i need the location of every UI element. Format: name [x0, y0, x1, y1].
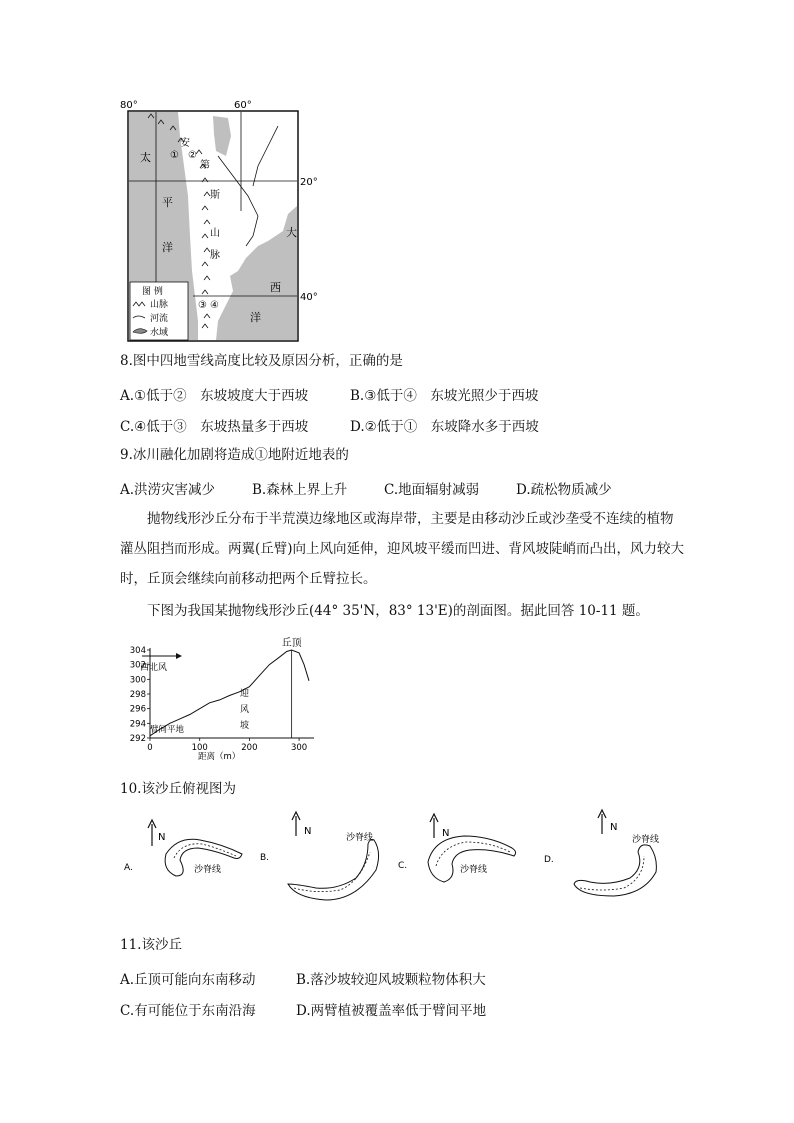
q11-option-a[interactable]: A.丘顶可能向东南移动 — [120, 972, 256, 988]
q10-option-a-diagram[interactable] — [118, 812, 248, 894]
marker-4: ④ — [210, 300, 219, 311]
south-america-map — [118, 96, 318, 346]
north-arrow-icon — [148, 820, 156, 846]
andes-char-1: 安 — [180, 138, 190, 149]
ridge-label: 沙脊线 — [460, 865, 488, 875]
q9-stem: 9.冰川融化加剧将造成①地附近地表的 — [120, 447, 349, 463]
north-label: N — [158, 832, 166, 843]
y-tick-label: 294 — [129, 719, 146, 730]
windward-char-2: 风 — [240, 705, 250, 715]
option-b-label: B. — [260, 853, 270, 863]
option-d-label: D. — [544, 855, 554, 865]
pacific-char-1: 太 — [140, 151, 151, 164]
x-tick-label: 100 — [191, 743, 208, 753]
pacific-char-3: 洋 — [162, 241, 173, 254]
map-legend — [130, 282, 188, 340]
legend-item-mountain: 山脉 — [150, 300, 169, 310]
ridge-label: 沙脊线 — [632, 835, 660, 845]
marker-1: ① — [170, 150, 179, 161]
lat-20-label: 20° — [300, 177, 318, 188]
q8-option-d[interactable]: D.②低于① 东坡降水多于西坡 — [350, 419, 539, 435]
q10-stem: 10.该沙丘俯视图为 — [120, 781, 236, 797]
atlantic-char-1: 大 — [286, 226, 297, 239]
marker-3: ③ — [198, 300, 207, 311]
andes-char-4: 山 — [210, 228, 220, 239]
y-tick-label: 292 — [129, 734, 146, 744]
marker-2: ② — [188, 150, 197, 161]
y-tick-label: 298 — [129, 690, 146, 700]
lon-60-label: 60° — [234, 100, 252, 111]
q9-option-d[interactable]: D.疏松物质减少 — [516, 482, 612, 498]
lat-40-label: 40° — [300, 292, 318, 303]
windward-char-1: 迎 — [240, 689, 250, 699]
andes-char-5: 脉 — [210, 250, 220, 261]
x-tick-label: 300 — [290, 743, 308, 753]
q10-option-b-diagram[interactable] — [256, 812, 386, 912]
q10-option-c-diagram[interactable] — [394, 812, 524, 894]
y-tick-label: 296 — [129, 704, 146, 715]
windward-char-3: 坡 — [240, 721, 250, 731]
lon-80-label: 80° — [120, 100, 138, 111]
q9-option-b[interactable]: B.森林上界上升 — [252, 482, 348, 498]
y-tick-label: 302 — [129, 660, 146, 671]
dune-shape — [288, 840, 379, 901]
q11-option-b[interactable]: B.落沙坡较迎风坡颗粒物体积大 — [296, 972, 486, 988]
q11-option-c[interactable]: C.有可能位于东南沿海 — [120, 1003, 256, 1019]
x-tick-label: 200 — [241, 743, 258, 753]
dune-shape — [574, 845, 656, 896]
north-label: N — [610, 822, 618, 833]
andes-char-2: 第 — [200, 160, 210, 171]
crest-label: 丘顶 — [281, 638, 302, 649]
passage-paragraph-2: 下图为我国某抛物线形沙丘(44° 35'N，83° 13'E)的剖面图。据此回答 10-11 题。 — [147, 603, 649, 619]
atlantic-char-3: 洋 — [250, 311, 261, 324]
y-tick-label: 304 — [129, 646, 146, 656]
andes-char-3: 斯 — [210, 190, 220, 201]
north-arrow-icon — [598, 810, 606, 834]
pacific-char-2: 平 — [162, 196, 173, 209]
wind-label: 西北风 — [140, 663, 168, 673]
north-label: N — [304, 826, 312, 837]
q8-stem: 8.图中四地雪线高度比较及原因分析，正确的是 — [120, 353, 403, 369]
north-label: N — [442, 828, 450, 839]
q11-stem: 11.该沙丘 — [120, 937, 182, 953]
ridge-label: 沙脊线 — [346, 833, 374, 843]
option-c-label: C. — [398, 861, 408, 871]
dune-shape — [428, 836, 516, 882]
north-arrow-icon — [292, 812, 300, 836]
atlantic-char-2: 西 — [270, 281, 281, 294]
north-arrow-icon — [430, 814, 438, 838]
q8-option-a[interactable]: A.①低于② 东坡坡度大于西坡 — [120, 388, 309, 404]
x-tick-label: 0 — [147, 743, 153, 753]
wind-arrow — [142, 653, 182, 659]
option-a-label: A. — [124, 863, 133, 873]
q11-option-d[interactable]: D.两臂植被覆盖率低于臂间平地 — [296, 1003, 487, 1019]
legend-title: 图 例 — [142, 287, 163, 297]
ridge-label: 沙脊线 — [194, 865, 222, 875]
flat-label: 臂间平地 — [150, 725, 185, 735]
q8-option-b[interactable]: B.③低于④ 东坡光照少于西坡 — [350, 388, 539, 404]
x-axis-label: 距离（m） — [198, 752, 241, 762]
dune-profile-chart — [118, 632, 338, 764]
profile-series-line — [150, 650, 309, 736]
q9-option-a[interactable]: A.洪涝灾害减少 — [120, 482, 216, 498]
legend-item-river: 河流 — [150, 314, 169, 324]
q9-option-c[interactable]: C.地面辐射减弱 — [384, 482, 480, 498]
q10-option-d-diagram[interactable] — [540, 812, 670, 912]
passage-paragraph-1: 抛物线形沙丘分布于半荒漠边缘地区或海岸带，主要是由移动沙丘或沙垄受不连续的植物灌丛阻挡而形成。两翼(丘臂)向上风向延伸，迎风坡平缓而凹进、背风坡陡峭而凸出，风力较大时，丘顶会继续向前移动把两个丘臂拉长。 — [120, 511, 685, 587]
legend-item-water: 水域 — [150, 328, 169, 338]
q8-option-c[interactable]: C.④低于③ 东坡热量多于西坡 — [120, 419, 309, 435]
y-tick-label: 300 — [129, 675, 146, 686]
